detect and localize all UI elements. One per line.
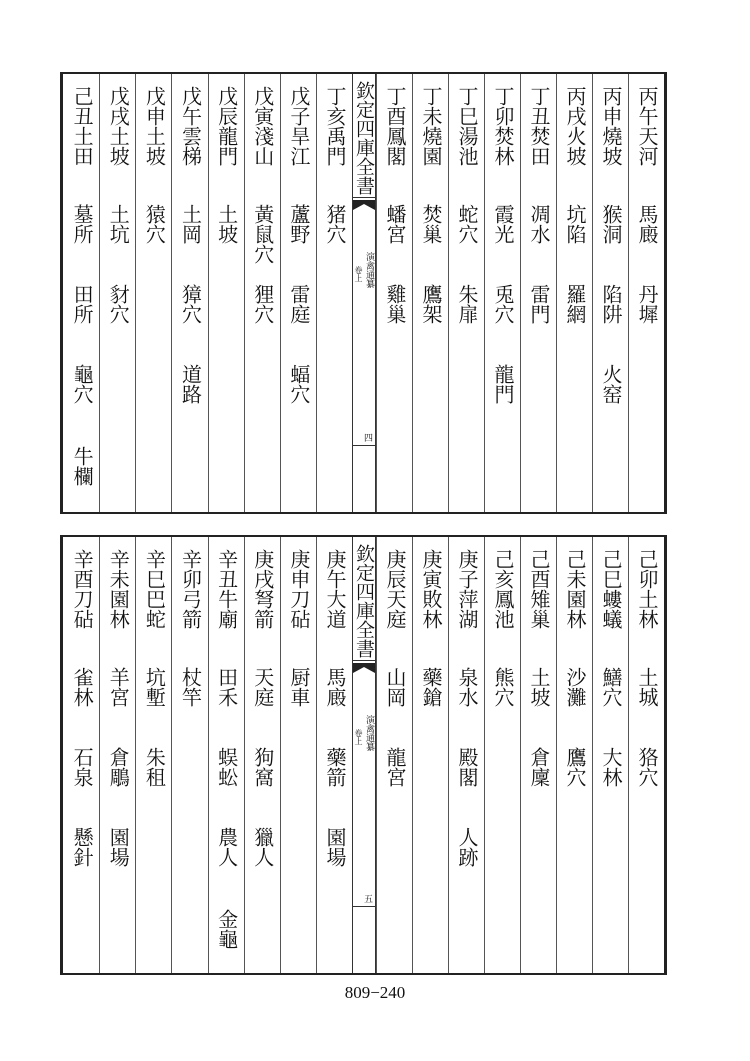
column-heading: 辛丑牛廟 <box>214 549 239 629</box>
column-heading: 庚辰天庭 <box>383 549 407 629</box>
spine-book-title: 演禽通纂 <box>364 252 374 288</box>
column-heading: 戊辰龍門 <box>214 86 239 166</box>
column-heading: 辛巳巴蛇 <box>142 549 167 629</box>
column-heading: 己丑土田 <box>70 86 95 166</box>
column-entry: 沙灘 <box>563 667 587 707</box>
spine-page-number: 五 <box>363 895 373 905</box>
column-heading: 丁酉鳳閣 <box>383 86 407 166</box>
column-heading: 己未園林 <box>563 549 587 629</box>
column-entry: 天庭 <box>250 667 275 707</box>
column-entry: 蘆野 <box>286 204 311 244</box>
page-footer-number: 809−240 <box>344 983 406 1002</box>
column-heading: 丁卯焚林 <box>491 86 515 166</box>
column-heading: 己酉雉巢 <box>527 549 551 629</box>
upper-half-page <box>60 72 667 514</box>
column-entry: 倉廩 <box>527 747 551 787</box>
column-heading: 庚申刀砧 <box>286 549 311 629</box>
column-heading: 丁丑焚田 <box>527 86 551 166</box>
column-entry: 土坡 <box>527 667 551 707</box>
text-column <box>280 74 316 512</box>
column-heading: 庚寅敗林 <box>419 549 443 629</box>
spine-title: 欽定四庫全書 <box>353 74 375 198</box>
column-entry: 雀林 <box>70 667 95 707</box>
column-entry: 朱租 <box>142 747 167 787</box>
text-column <box>63 74 99 512</box>
column-entry: 殿閣 <box>455 747 479 787</box>
column-entry: 蝠穴 <box>286 364 311 404</box>
column-entry: 獐穴 <box>178 284 203 324</box>
center-spine <box>352 74 376 512</box>
text-column <box>520 537 556 973</box>
column-entry: 園場 <box>106 827 131 867</box>
text-column <box>376 74 412 512</box>
column-entry: 大林 <box>599 747 623 787</box>
column-entry: 馬廄 <box>635 204 659 244</box>
column-entry: 藥鎗 <box>419 667 443 707</box>
column-entry: 泉水 <box>455 667 479 707</box>
text-column <box>448 74 484 512</box>
column-heading: 戊子旱江 <box>286 86 311 166</box>
text-column <box>484 537 520 973</box>
column-heading: 戊戌土坡 <box>106 86 131 166</box>
spine-page-number: 四 <box>363 434 373 444</box>
column-entry: 凋水 <box>527 204 551 244</box>
column-entry: 山岡 <box>383 667 407 707</box>
text-column <box>99 537 135 973</box>
text-column <box>171 74 207 512</box>
spine-divider <box>353 906 375 907</box>
text-column <box>628 74 664 512</box>
column-entry: 兎穴 <box>491 284 515 324</box>
text-column <box>556 74 592 512</box>
column-entry: 鷹架 <box>419 284 443 324</box>
column-entry: 龍門 <box>491 364 515 404</box>
column-entry: 土坑 <box>106 204 131 244</box>
column-entry: 熊穴 <box>491 667 515 707</box>
column-entry: 田禾 <box>214 667 239 707</box>
column-entry: 人跡 <box>455 827 479 867</box>
column-heading: 辛未園林 <box>106 549 131 629</box>
column-entry: 坑塹 <box>142 667 167 707</box>
column-entry: 牛欄 <box>70 446 95 486</box>
column-entry: 獵人 <box>250 827 275 867</box>
column-heading: 戊申土坡 <box>142 86 167 166</box>
column-heading: 庚子萍湖 <box>455 549 479 629</box>
center-spine <box>352 537 376 973</box>
column-entry: 倉鵰 <box>106 747 131 787</box>
column-entry: 土岡 <box>178 204 203 244</box>
column-entry: 龜穴 <box>70 364 95 404</box>
column-heading: 丙午天河 <box>635 86 659 166</box>
column-heading: 戊寅淺山 <box>250 86 275 166</box>
column-entry: 豺穴 <box>106 284 131 324</box>
column-heading: 辛酉刀砧 <box>70 549 95 629</box>
column-entry: 杖竿 <box>178 667 203 707</box>
column-entry: 朱扉 <box>455 284 479 324</box>
column-entry: 藥箭 <box>323 747 347 787</box>
column-entry: 農人 <box>214 827 239 867</box>
column-entry: 鱔穴 <box>599 667 623 707</box>
column-entry: 狸穴 <box>250 284 275 324</box>
fishtail-ornament-icon <box>353 200 375 214</box>
spine-divider <box>353 445 375 446</box>
text-column <box>556 537 592 973</box>
text-column <box>412 74 448 512</box>
column-heading: 丙戌火坡 <box>563 86 587 166</box>
column-entry: 火窑 <box>599 364 623 404</box>
column-entry: 猴洞 <box>599 204 623 244</box>
spine-volume: 卷上 <box>354 729 363 745</box>
column-heading: 丙申燒坡 <box>599 86 623 166</box>
column-heading: 丁未燒園 <box>419 86 443 166</box>
text-column <box>99 74 135 512</box>
column-heading: 丁亥禹門 <box>323 86 347 166</box>
text-column <box>448 537 484 973</box>
column-heading: 辛卯弓箭 <box>178 549 203 629</box>
fishtail-ornament-icon <box>353 663 375 677</box>
column-heading: 丁巳湯池 <box>455 86 479 166</box>
text-column <box>208 74 244 512</box>
column-entry: 蟠宮 <box>383 204 407 244</box>
text-column <box>244 74 280 512</box>
column-heading: 己巳螻蟻 <box>599 549 623 629</box>
column-entry: 猪穴 <box>323 204 347 244</box>
column-entry: 雞巢 <box>383 284 407 324</box>
column-entry: 黃鼠穴 <box>250 204 275 264</box>
column-heading: 戊午雲梯 <box>178 86 203 166</box>
column-entry: 土城 <box>635 667 659 707</box>
column-entry: 羅網 <box>563 284 587 324</box>
column-entry: 雷門 <box>527 284 551 324</box>
column-entry: 道路 <box>178 364 203 404</box>
column-entry: 田所 <box>70 284 95 324</box>
column-heading: 己卯土林 <box>635 549 659 629</box>
text-column <box>520 74 556 512</box>
text-column <box>592 74 628 512</box>
column-entry: 羊宮 <box>106 667 131 707</box>
column-entry: 狗窩 <box>250 747 275 787</box>
lower-half-page <box>60 535 667 975</box>
column-entry: 園場 <box>323 827 347 867</box>
text-column <box>171 537 207 973</box>
text-column <box>484 74 520 512</box>
text-column <box>412 537 448 973</box>
column-entry: 蜈蚣 <box>214 747 239 787</box>
column-entry: 馬廄 <box>323 667 347 707</box>
text-column <box>316 74 352 512</box>
text-column <box>135 537 171 973</box>
column-entry: 丹墀 <box>635 284 659 324</box>
spine-volume: 卷上 <box>354 266 363 282</box>
text-column <box>628 537 664 973</box>
column-entry: 猿穴 <box>142 204 167 244</box>
column-entry: 焚巢 <box>419 204 443 244</box>
text-column <box>208 537 244 973</box>
column-entry: 墓所 <box>70 204 95 244</box>
column-entry: 雷庭 <box>286 284 311 324</box>
column-entry: 鷹穴 <box>563 747 587 787</box>
column-heading: 庚午大道 <box>323 549 347 629</box>
text-column <box>63 537 99 973</box>
spine-book-title: 演禽通纂 <box>364 715 374 751</box>
text-column <box>244 537 280 973</box>
column-entry: 金龜 <box>214 909 239 949</box>
column-entry: 蛇穴 <box>455 204 479 244</box>
column-entry: 坑陷 <box>563 204 587 244</box>
column-heading: 庚戌弩箭 <box>250 549 275 629</box>
column-heading: 己亥鳳池 <box>491 549 515 629</box>
column-entry: 陷阱 <box>599 284 623 324</box>
text-column <box>376 537 412 973</box>
column-entry: 懸針 <box>70 827 95 867</box>
column-entry: 土坡 <box>214 204 239 244</box>
column-entry: 龍宮 <box>383 747 407 787</box>
text-column <box>280 537 316 973</box>
column-entry: 厨車 <box>286 667 311 707</box>
column-entry: 狢穴 <box>635 747 659 787</box>
text-column <box>135 74 171 512</box>
column-entry: 霞光 <box>491 204 515 244</box>
spine-title: 欽定四庫全書 <box>353 537 375 661</box>
text-column <box>592 537 628 973</box>
text-column <box>316 537 352 973</box>
column-entry: 石泉 <box>70 747 95 787</box>
